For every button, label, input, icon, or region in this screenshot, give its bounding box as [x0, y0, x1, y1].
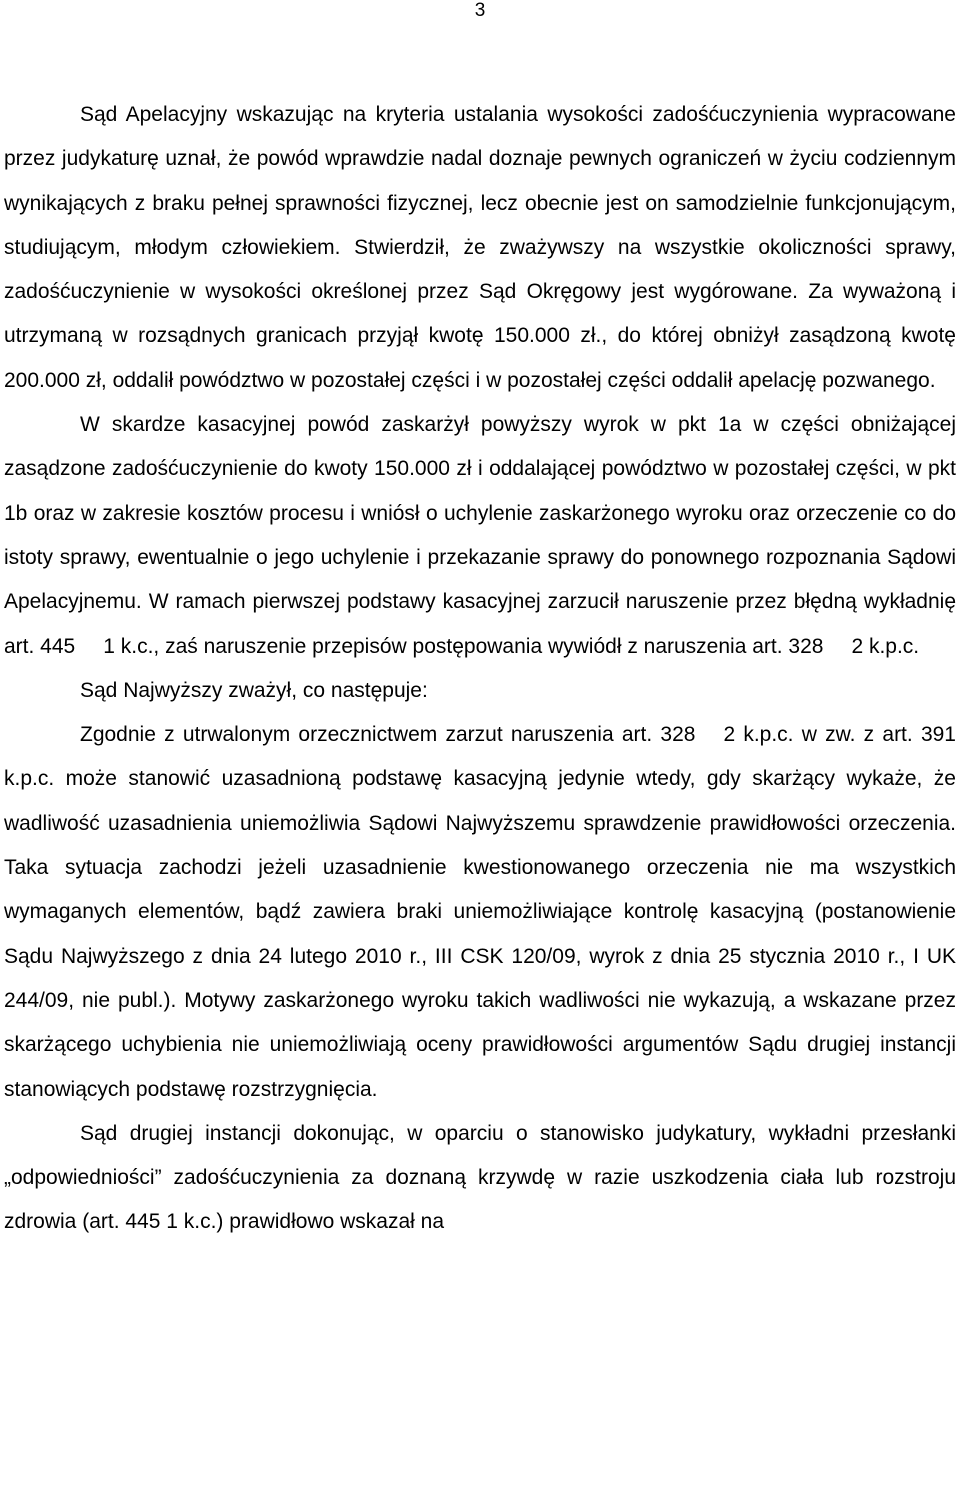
paragraph-5: Sąd drugiej instancji dokonując, w oparciu o stanowisko judykatury, wykładni przesłanki „odpowiedniości” zadośćuczynienia za doznaną krzywdę w razie uszkodzenia ciała lub rozstroju zdrowia (art. 445 1 k.c.) prawidłowo wskazał na [4, 1121, 956, 1234]
paragraph-4 [4, 713, 956, 1112]
paragraph-2 [4, 403, 956, 669]
paragraph-4-text-2: 2 k.p.c. w zw. z art. 391 k.p.c. może stanowić uzasadnioną podstawę kasacyjną jedynie wtedy, gdy skarżący wykaże, że wadliwość uzasadnienia uniemożliwia Sądowi Najwyższemu sprawdzenie prawidłowości orzeczenia. Taka sytuacja zachodzi jeżeli uzasadnienie kwestionowanego orzeczenia nie ma wszystkich wymaganych elementów, bądź zawiera braki uniemożliwiające kontrolę kasacyjną (postanowienie Sądu Najwyższego z dnia 24 lutego 2010 r., III CSK 120/09, wyrok z dnia 25 stycznia 2010 r., I UK 244/09, nie publ.). Motywy zaskarżonego wyroku takich wadliwości nie wykazują, a wskazane przez skarżącego uchybienia nie uniemożliwiają oceny prawidłowości argumentów Sądu drugiej instancji stanowiących podstawę rozstrzygnięcia. [4, 723, 956, 1101]
page-number: 3 [474, 0, 486, 21]
paragraph-2-text-3: 2 k.p.c. [851, 634, 920, 658]
document-body [4, 93, 956, 1245]
paragraph-2-text-2: 1 k.c., zaś naruszenie przepisów postępowania wywiódł z naruszenia art. 328 [103, 634, 824, 658]
paragraph-1: Sąd Apelacyjny wskazując na kryteria ustalania wysokości zadośćuczynienia wypracowane przez judykaturę uznał, że powód wprawdzie nadal doznaje pewnych ograniczeń w życiu codziennym wynikających z braku pełnej sprawności fizycznej, lecz obecnie jest on samodzielnie funkcjonującym, studiującym, młodym człowiekiem. Stwierdził, że zważywszy na wszystkie okoliczności sprawy, zadośćuczynienie w wysokości określonej przez Sąd Okręgowy jest wygórowane. Za wyważoną i utrzymaną w rozsądnych granicach przyjął kwotę 150.000 zł., do której obniżył zasądzoną kwotę 200.000 zł, oddalił powództwo w pozostałej części i w pozostałej części oddalił apelację pozwanego. [4, 103, 956, 392]
paragraph-3: Sąd Najwyższy zważył, co następuje: [80, 678, 428, 702]
paragraph-4-text-1: Zgodnie z utrwalonym orzecznictwem zarzut naruszenia art. 328 [80, 723, 696, 747]
paragraph-2-text-1: W skardze kasacyjnej powód zaskarżył powyższy wyrok w pkt 1a w części obniżającej zasądzone zadośćuczynienie do kwoty 150.000 zł i oddalającej powództwo w pozostałej części, w pkt 1b oraz w zakresie kosztów procesu i wniósł o uchylenie zaskarżonego wyroku oraz orzeczenie co do istoty sprawy, ewentualnie o jego uchylenie i przekazanie sprawy do ponownego rozpoznania Sądowi Apelacyjnemu. W ramach pierwszej podstawy kasacyjnej zarzucił naruszenie przez błędną wykładnię art. 445 [4, 413, 956, 658]
